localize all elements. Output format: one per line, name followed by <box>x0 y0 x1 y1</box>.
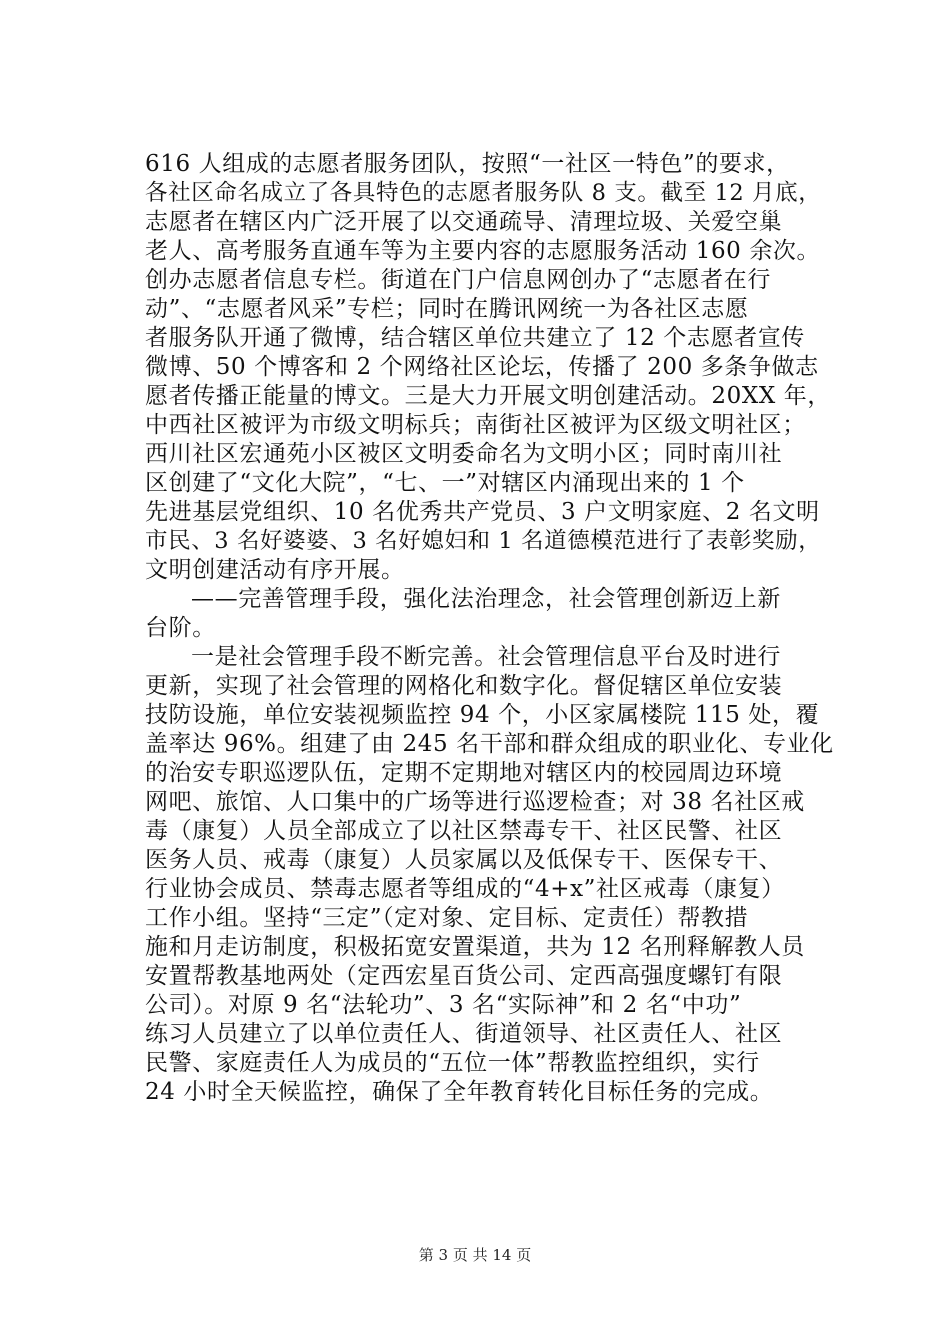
section-heading: ——完善管理手段，强化法治理念，社会管理创新迈上新 <box>191 586 781 612</box>
text-line: 创办志愿者信息专栏。街道在门户信息网创办了“志愿者在行 <box>145 267 771 293</box>
text-line: 先进基层党组织、10 名优秀共产党员、3 户文明家庭、2 名文明 <box>145 499 820 525</box>
text-line: 愿者传播正能量的博文。三是大力开展文明创建活动。20XX 年， <box>145 383 831 409</box>
text-line: 毒（康复）人员全部成立了以社区禁毒专干、社区民警、社区 <box>145 818 783 844</box>
text-line: 动”、“志愿者风采”专栏；同时在腾讯网统一为各社区志愿 <box>145 296 749 322</box>
text-line: 练习人员建立了以单位责任人、街道领导、社区责任人、社区 <box>145 1021 783 1047</box>
text-line: 中西社区被评为市级文明标兵；南街社区被评为区级文明社区； <box>145 412 806 438</box>
text-line: 更新，实现了社会管理的网格化和数字化。督促辖区单位安装 <box>145 673 783 699</box>
text-line: 公司）。对原 9 名“法轮功”、3 名“实际神”和 2 名“中功” <box>145 992 742 1018</box>
text-line: 西川社区宏通苑小区被区文明委命名为文明小区；同时南川社 <box>145 441 783 467</box>
text-line: 616 人组成的志愿者服务团队，按照“一社区一特色”的要求， <box>145 151 790 177</box>
text-line: 市民、3 名好婆婆、3 名好媳妇和 1 名道德模范进行了表彰奖励， <box>145 528 822 554</box>
text-line: 各社区命名成立了各具特色的志愿者服务队 8 支。截至 12 月底， <box>145 180 822 206</box>
text-line: 安置帮教基地两处（定西宏星百货公司、定西高强度螺钉有限 <box>145 963 783 989</box>
text-line: 民警、家庭责任人为成员的“五位一体”帮教监控组织，实行 <box>145 1050 760 1076</box>
text-line: 的治安专职巡逻队伍，定期不定期地对辖区内的校园周边环境 <box>145 760 783 786</box>
text-line: 技防设施，单位安装视频监控 94 个，小区家属楼院 115 处，覆 <box>145 702 820 728</box>
text-line: 工作小组。坚持“三定”（定对象、定目标、定责任）帮教措 <box>145 905 749 931</box>
text-line: 文明创建活动有序开展。 <box>145 557 405 583</box>
text-line: 盖率达 96%。组建了由 245 名干部和群众组成的职业化、专业化 <box>145 731 834 757</box>
paragraph-start: 一是社会管理手段不断完善。社会管理信息平台及时进行 <box>191 644 781 670</box>
page-footer: 第 3 页 共 14 页 <box>418 1246 532 1264</box>
text-line: 24 小时全天候监控，确保了全年教育转化目标任务的完成。 <box>145 1079 774 1105</box>
text-line: 老人、高考服务直通车等为主要内容的志愿服务活动 160 余次。 <box>145 238 821 264</box>
section-heading-cont: 台阶。 <box>145 615 216 641</box>
text-line: 医务人员、戒毒（康复）人员家属以及低保专干、医保专干、 <box>145 847 783 873</box>
text-line: 志愿者在辖区内广泛开展了以交通疏导、清理垃圾、关爱空巢 <box>145 209 783 235</box>
text-line: 施和月走访制度，积极拓宽安置渠道，共为 12 名刑释解教人员 <box>145 934 805 960</box>
text-line: 行业协会成员、禁毒志愿者等组成的“4+x”社区戒毒（康复） <box>145 876 785 902</box>
text-line: 网吧、旅馆、人口集中的广场等进行巡逻检查；对 38 名社区戒 <box>145 789 805 815</box>
text-line: 区创建了“文化大院”，“七、一”对辖区内涌现出来的 1 个 <box>145 470 745 496</box>
text-line: 微博、50 个博客和 2 个网络社区论坛，传播了 200 多条争做志 <box>145 354 819 380</box>
body-text <box>145 150 835 1107</box>
text-line: 者服务队开通了微博，结合辖区单位共建立了 12 个志愿者宣传 <box>145 325 805 351</box>
